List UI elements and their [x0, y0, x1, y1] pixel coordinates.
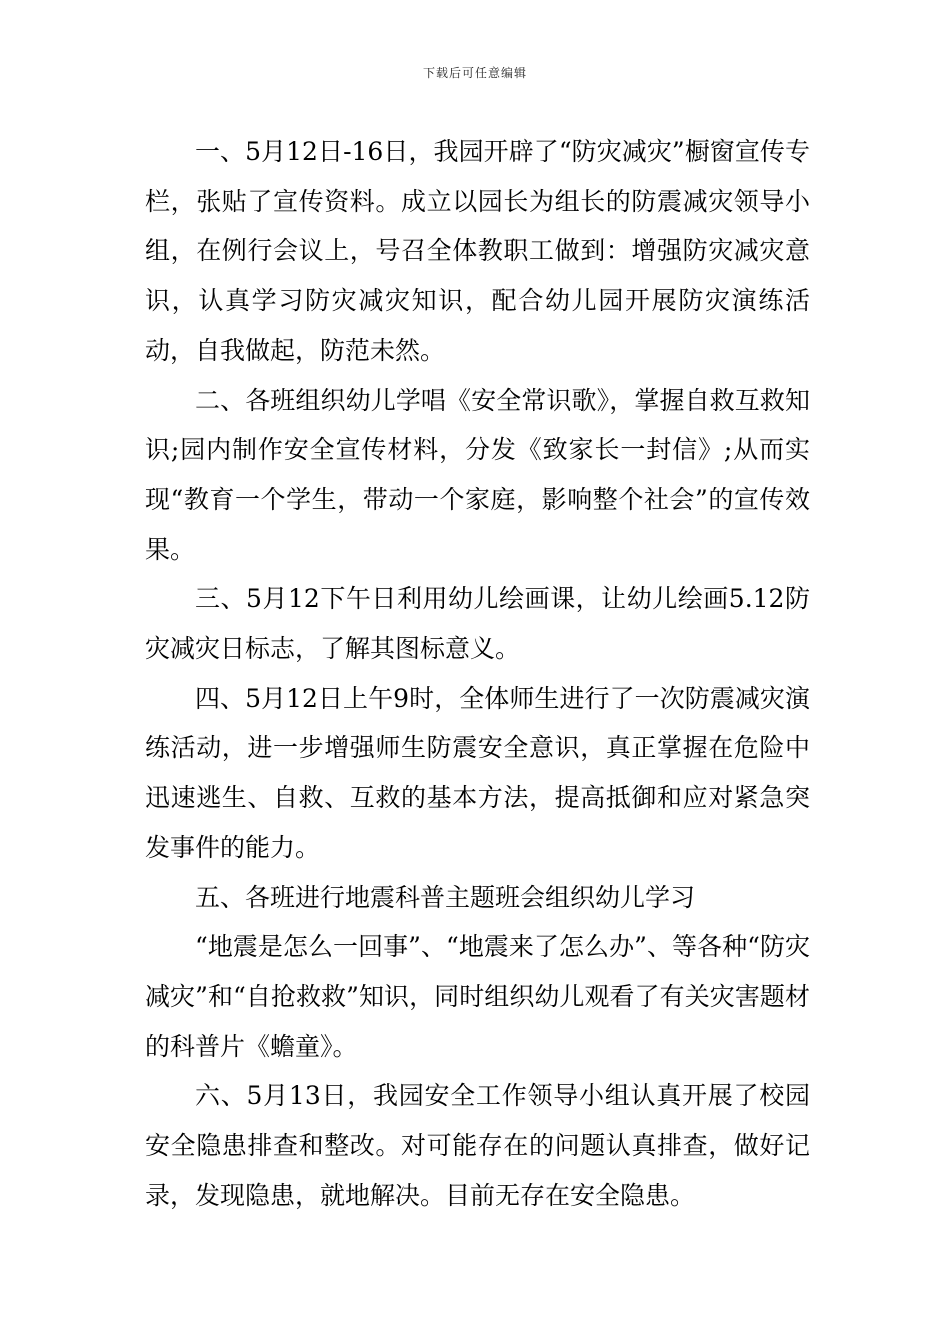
paragraph-6: “地震是怎么一回事”、“地震来了怎么办”、等各种“防灾减灾”和“自抢救救”知识，同时组织幼儿观看了有关灾害题材的科普片《蟾童》。 [145, 932, 810, 1061]
paragraph-2: 二、各班组织幼儿学唱《安全常识歌》，掌握自救互救知识;园内制作安全宣传材料，分发《致家长一封信》;从而实现“教育一个学生，带动一个家庭，影响整个社会”的宣传效果。 [145, 385, 810, 564]
paragraph-7: 六、5月13日，我园安全工作领导小组认真开展了校园安全隐患排查和整改。对可能存在的问题认真排查，做好记录，发现隐患，就地解决。目前无存在安全隐患。 [145, 1081, 810, 1210]
page-header: 下载后可任意编辑 [422, 66, 527, 80]
paragraph-5: 五、各班进行地震科普主题班会组织幼儿学习 [195, 882, 696, 912]
document-body [145, 127, 810, 1220]
paragraph-3: 三、5月12下午日利用幼儿绘画课，让幼儿绘画5.12防灾减灾日标志，了解其图标意义。 [145, 584, 810, 664]
paragraph-4: 四、5月12日上午9时，全体师生进行了一次防震减灾演练活动，进一步增强师生防震安全意识，真正掌握在危险中迅速逃生、自救、互救的基本方法，提高抵御和应对紧急突发事件的能力。 [145, 683, 810, 862]
paragraph-1: 一、5月12日-16日，我园开辟了“防灾减灾”橱窗宣传专栏，张贴了宣传资料。成立以园长为组长的防震减灾领导小组，在例行会议上，号召全体教职工做到：增强防灾减灾意识，认真学习防灾减灾知识，配合幼儿园开展防灾演练活动，自我做起，防范未然。 [145, 137, 810, 365]
